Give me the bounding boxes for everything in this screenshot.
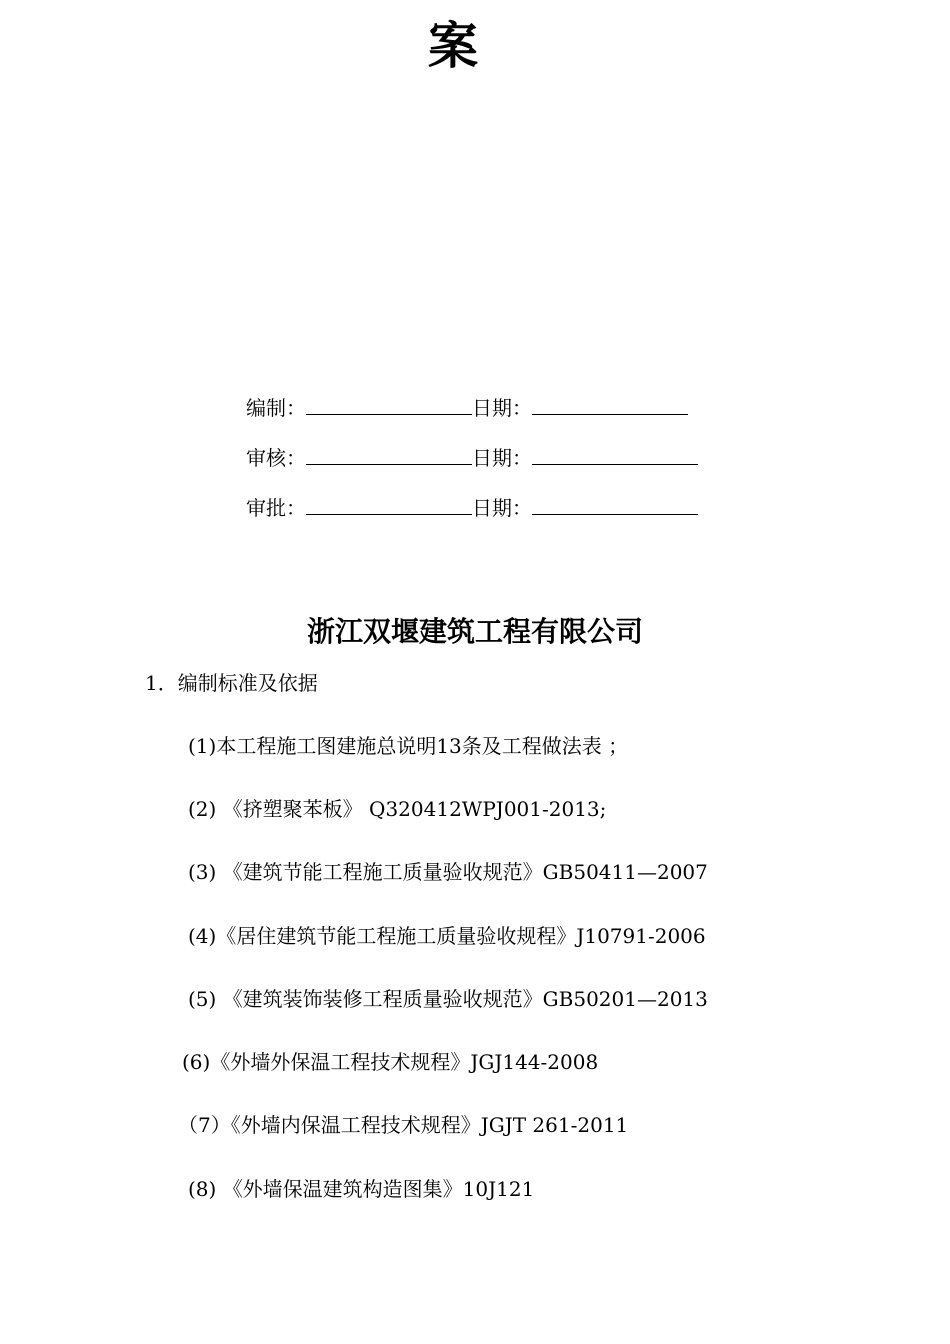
signature-blank-line (306, 494, 472, 515)
date-label: 日期： (472, 446, 532, 470)
date-label: 日期： (472, 496, 532, 520)
section-heading: 1．编制标准及依据 (145, 671, 318, 695)
reference-item: (1)本工程施工图建施总说明13条及工程做法表 ； (188, 734, 629, 758)
signature-blank-line (306, 394, 472, 415)
signature-row-review (246, 444, 698, 472)
document-title-fragment: 案 (428, 17, 478, 75)
reference-item: (3) 《建筑节能工程施工质量验收规范》GB50411—2007 (188, 860, 708, 884)
reference-item: (5) 《建筑装饰装修工程质量验收规范》GB50201—2013 (188, 987, 708, 1011)
signature-role-label: 审批： (246, 496, 306, 520)
reference-item: (6)《外墙外保温工程技术规程》JGJ144-2008 (182, 1050, 599, 1074)
reference-item: (8) 《外墙保温建筑构造图集》10J121 (188, 1177, 535, 1201)
signature-row-compile (246, 394, 688, 422)
signature-role-label: 审核： (246, 446, 306, 470)
date-blank-line (532, 494, 698, 515)
signature-row-approve (246, 494, 698, 522)
signature-role-label: 编制： (246, 396, 306, 420)
signature-blank-line (306, 444, 472, 465)
date-blank-line (532, 394, 688, 415)
reference-item: (2) 《挤塑聚苯板》 Q320412WPJ001-2013; (188, 797, 607, 821)
date-label: 日期： (472, 396, 532, 420)
company-name: 浙江双堰建筑工程有限公司 (306, 615, 643, 648)
date-blank-line (532, 444, 698, 465)
reference-item: （7）《外墙内保温工程技术规程》JGJT 261-2011 (178, 1113, 629, 1137)
reference-item: (4)《居住建筑节能工程施工质量验收规程》J10791-2006 (188, 924, 706, 948)
